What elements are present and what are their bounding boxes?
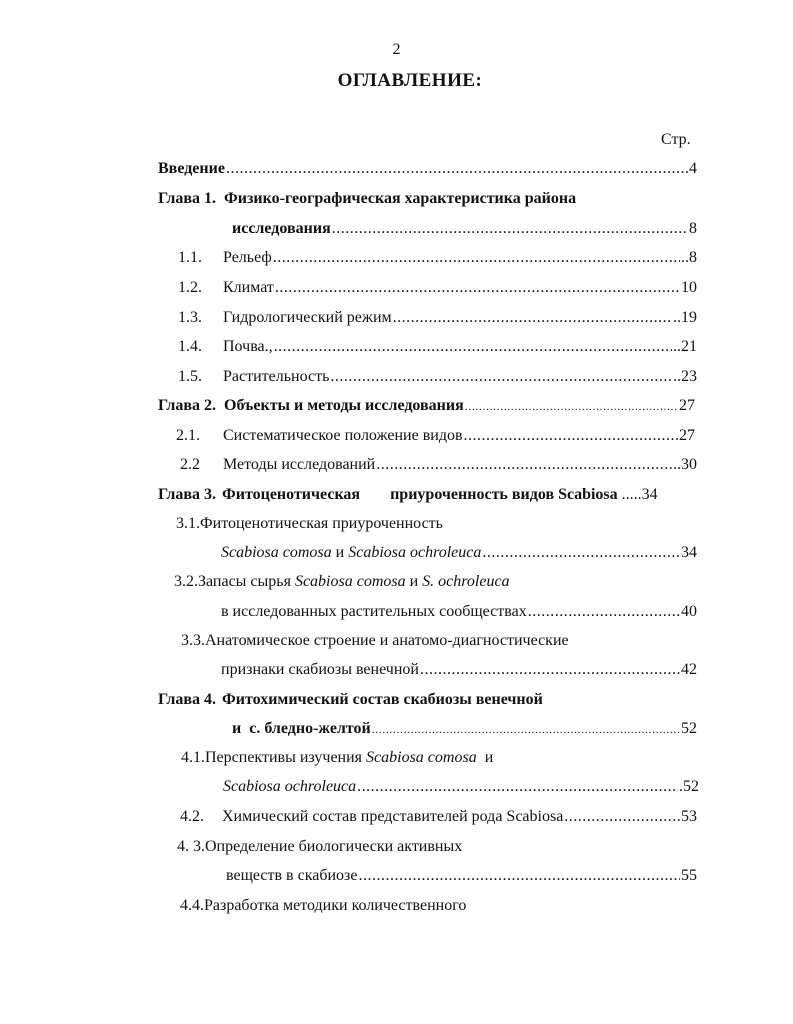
page-column-header: Стр.	[661, 131, 691, 148]
toc-page: ..23	[673, 368, 697, 385]
leader-dots	[357, 776, 678, 798]
leader-dots	[275, 277, 680, 299]
toc-label: Рельеф	[223, 249, 272, 266]
toc-label: Гидрологический режим	[223, 309, 392, 326]
toc-label: Запасы сырья	[198, 573, 295, 590]
toc-entry-2-1[interactable]	[176, 425, 695, 447]
toc-label: Определение биологически активных	[205, 838, 463, 855]
leader-dots	[393, 307, 672, 329]
toc-entry-intro[interactable]	[158, 158, 697, 180]
section-number: 1.1.	[178, 249, 202, 266]
section-number: 4.2.	[180, 808, 204, 825]
toc-page: 27	[679, 397, 695, 414]
toc-page: 10	[681, 279, 697, 296]
toc-entry-4-4[interactable]	[180, 895, 466, 917]
toc-entry-3-3-cont[interactable]	[221, 659, 697, 681]
toc-label: Фитохимический состав скабиозы венечной	[222, 691, 543, 708]
chapter-number: Глава 2.	[158, 397, 216, 414]
toc-page: .52	[679, 778, 699, 795]
toc-label: Объекты и методы исследования	[224, 397, 464, 414]
chapter-number: Глава 4.	[158, 691, 216, 708]
conjunction: и	[405, 573, 423, 590]
leader-dots	[564, 806, 680, 828]
page-title: ОГЛАВЛЕНИЕ:	[337, 70, 483, 91]
toc-entry-2-2[interactable]	[180, 454, 697, 476]
toc-entry-chapter-4-cont[interactable]	[232, 718, 697, 740]
leader-dots	[372, 719, 680, 741]
toc-label: признаки скабиозы венечной	[221, 661, 419, 678]
toc-label: Разработка методики количественного	[204, 897, 467, 914]
toc-label: Климат	[223, 279, 274, 296]
species-name: S. ochroleuca	[422, 573, 510, 590]
toc-entry-4-2[interactable]	[180, 806, 697, 828]
toc-page: ..19	[673, 309, 697, 326]
toc-entry-chapter-1-cont[interactable]	[232, 218, 697, 240]
conjunction: и	[331, 544, 349, 561]
section-number: 3.2.	[174, 573, 198, 590]
toc-page: .4	[685, 160, 697, 177]
section-number: 3.1.	[176, 515, 200, 532]
leader-dots	[482, 542, 680, 564]
leader-dots	[376, 454, 672, 476]
section-number: 3.3.	[181, 632, 205, 649]
toc-page: 40	[681, 603, 697, 620]
toc-label-b: приуроченность видов Scabiosa	[390, 486, 618, 503]
toc-entry-3-2-cont[interactable]	[221, 601, 697, 623]
toc-entry-1-3[interactable]	[178, 307, 697, 329]
section-number: 1.5.	[178, 368, 202, 385]
toc-page: 27	[679, 427, 695, 444]
leader-dots	[330, 366, 672, 388]
toc-page: ..8	[681, 249, 697, 266]
chapter-number: Глава 1.	[158, 190, 216, 207]
toc-page: 42	[681, 661, 697, 678]
section-number: 1.3.	[178, 309, 202, 326]
toc-entry-1-4[interactable]	[178, 336, 697, 358]
toc-entry-chapter-1[interactable]	[158, 188, 576, 210]
toc-page: .....34	[621, 486, 658, 503]
toc-label: Перспективы изучения	[205, 749, 367, 766]
toc-entry-4-1[interactable]	[181, 747, 493, 769]
species-name: Scabiosa ochroleuca	[348, 544, 482, 561]
species-name: Scabiosa comosa	[366, 749, 477, 766]
toc-label: Физико-географическая характеристика района	[224, 190, 577, 207]
toc-entry-4-3[interactable]	[177, 836, 462, 858]
toc-entry-1-5[interactable]	[178, 366, 697, 388]
toc-page: 52	[681, 720, 697, 737]
conjunction: и	[476, 749, 494, 766]
section-number: 1.2.	[178, 279, 202, 296]
toc-label: Фитоценотическая приуроченность	[200, 515, 443, 532]
toc-entry-chapter-4[interactable]	[158, 689, 543, 711]
toc-page: 53	[681, 808, 697, 825]
section-number: 4.4.	[180, 897, 204, 914]
species-name: Scabiosa ochroleuca	[223, 778, 357, 795]
toc-page: 8	[689, 220, 697, 237]
toc-page: ..30	[673, 456, 697, 473]
toc-label: Введение	[158, 160, 225, 177]
section-number: 2.2	[180, 456, 200, 473]
section-number: 4. 3.	[177, 838, 205, 855]
leader-dots	[358, 865, 680, 887]
toc-entry-3-2[interactable]	[174, 571, 510, 593]
toc-label: Систематическое положение видов	[223, 427, 463, 444]
toc-entry-3-3[interactable]	[181, 630, 569, 652]
leader-dots	[420, 659, 680, 681]
toc-label: Анатомическое строение и анатомо-диагностические	[205, 632, 569, 649]
species-name: Scabiosa comosa	[221, 544, 332, 561]
leader-dots	[226, 158, 684, 180]
leader-dots	[332, 218, 688, 240]
toc-page: ..21	[673, 338, 697, 355]
chapter-number: Глава 3.	[158, 486, 216, 503]
section-number: 2.1.	[176, 427, 200, 444]
leader-dots	[464, 425, 678, 447]
toc-page: 55	[681, 867, 697, 884]
section-number: 4.1.	[181, 749, 205, 766]
toc-label: Методы исследований	[223, 456, 376, 473]
leader-dots	[273, 247, 680, 269]
leader-dots	[465, 396, 678, 418]
toc-label: Химический состав представителей рода Scabiosa	[222, 808, 564, 825]
toc-entry-4-1-cont[interactable]	[223, 776, 699, 798]
toc-label: и с. бледно-желтой	[232, 720, 371, 737]
toc-label-a: Фитоценотическая	[222, 486, 361, 503]
toc-label: в исследованных растительных сообществах	[221, 603, 527, 620]
page-number: 2	[392, 41, 401, 58]
species-name: Scabiosa comosa	[294, 573, 406, 590]
section-number: 1.4.	[178, 338, 202, 355]
toc-entry-4-3-cont[interactable]	[226, 865, 697, 887]
leader-dots	[274, 336, 672, 358]
toc-label: исследования	[232, 220, 331, 237]
toc-entry-chapter-3[interactable]	[158, 484, 658, 506]
toc-entry-3-1-cont[interactable]	[221, 542, 697, 564]
toc-page: 34	[681, 544, 697, 561]
toc-label: Растительность	[223, 368, 330, 385]
toc-entry-1-1[interactable]	[178, 247, 697, 269]
leader-dots	[528, 601, 680, 623]
toc-label: Почва.,	[223, 338, 273, 355]
toc-entry-3-1[interactable]	[176, 513, 443, 535]
toc-entry-chapter-2[interactable]	[158, 395, 695, 417]
toc-entry-1-2[interactable]	[178, 277, 697, 299]
toc-label: веществ в скабиозе	[226, 867, 358, 884]
